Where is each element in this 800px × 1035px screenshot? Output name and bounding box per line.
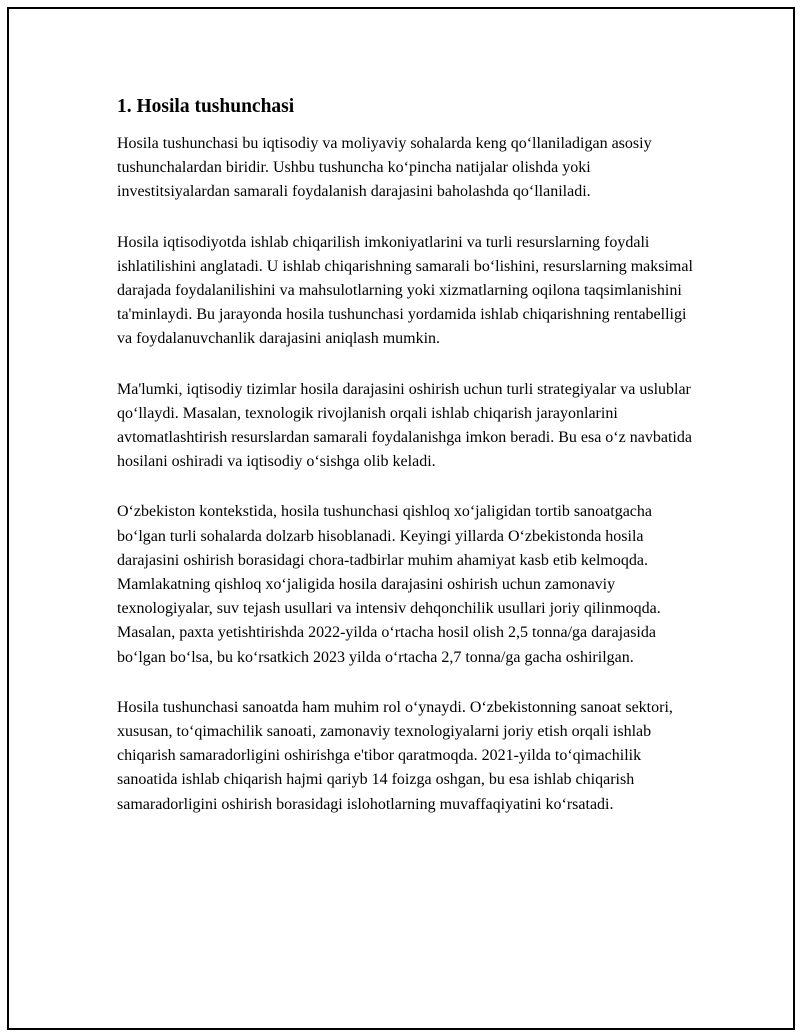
paragraph-uzbekistan-industry: Hosila tushunchasi sanoatda ham muhim rol o‘ynaydi. O‘zbekistonning sanoat sektori, xususan, to‘qimachilik sanoati, zamonaviy texnologiyalarni joriy etish orqali ishlab chiqarish samaradorligini oshirishga e'tibor qaratmoqda. 2021-yilda to‘qimachilik sanoatida ishlab chiqarish hajmi qariyb 14 foizga oshgan, bu esa ishlab chiqarish samaradorligini oshirish borasidagi islohotlarning muvaffaqiyatini ko‘rsatadi. xyxy=(117,698,673,813)
paragraph-definition: Hosila tushunchasi bu iqtisodiy va moliyaviy sohalarda keng qo‘llaniladigan asosiy tushunchalardan biridir. Ushbu tushuncha ko‘pincha natijalar olishda yoki investitsiyalardan samarali foydalanish darajasini baholashda qo‘llaniladi. xyxy=(117,135,652,201)
paragraph-strategies: Ma'lumki, iqtisodiy tizimlar hosila darajasini oshirish uchun turli strategiyalar va uslublar qo‘llaydi. Masalan, texnologik rivojlanish orqali ishlab chiqarish jarayonlarini avtomatlashtirish resurslardan samarali foydalanishga imkon beradi. Bu esa o‘z navbatida hosilani oshiradi va iqtisodiy o‘sishga olib keladi. xyxy=(117,380,692,471)
section-heading: 1. Hosila tushunchasi xyxy=(117,96,295,117)
paragraph-uzbekistan-agriculture: O‘zbekiston kontekstida, hosila tushunchasi qishloq xo‘jaligidan tortib sanoatgacha bo‘lgan turli sohalarda dolzarb hisoblanadi. Keyingi yillarda O‘zbekistonda hosila darajasini oshirish borasidagi chora-tadbirlar muhim ahamiyat kasb etib kelmoqda. Mamlakatning qishloq xo‘jaligida hosila darajasini oshirish uchun zamonaviy texnologiyalar, suv tejash usullari va intensiv dehqonchilik usullari joriy qilinmoqda. Masalan, paxta yetishtirishda 2022-yilda o‘rtacha hosil olish 2,5 tonna/ga darajasida bo‘lgan bo‘lsa, bu ko‘rsatkich 2023 yilda o‘rtacha 2,7 tonna/ga gacha oshirilgan. xyxy=(117,503,661,666)
paragraph-economic-meaning: Hosila iqtisodiyotda ishlab chiqarilish imkoniyatlarini va turli resurslarning foydali ishlatilishini anglatadi. U ishlab chiqarishning samarali bo‘lishini, resurslarning maksimal darajada foydalanilishini va mahsulotlarning yoki xizmatlarning oqilona taqsimlanishini ta'minlaydi. Bu jarayonda hosila tushunchasi yordamida ishlab chiqarishning rentabelligi va foydalanuvchanlik darajasini aniqlash mumkin. xyxy=(117,233,693,348)
document-body xyxy=(117,93,697,843)
